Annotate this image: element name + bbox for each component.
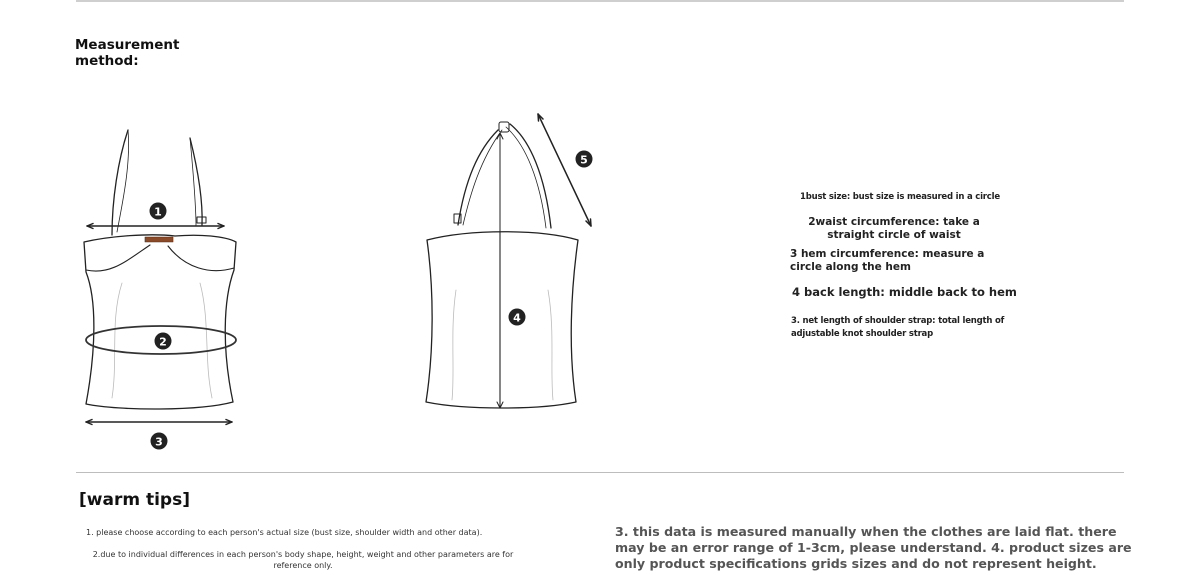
warm-tips-heading: [warm tips] <box>79 490 190 510</box>
note-strap: 3. net length of shoulder strap: total length of adjustable knot shoulder strap <box>791 316 1005 339</box>
marker-1-label: 1 <box>154 205 162 219</box>
tip-3: 3. this data is measured manually when the clothes are laid flat. there may be an error range of 1-3cm, please understand. 4. product sizes are only product specifications grids sizes and do not represent height. <box>615 524 1132 571</box>
note-waist: 2waist circumference: take a straight circle of waist <box>808 216 980 241</box>
marker-3 <box>151 433 168 450</box>
marker-5 <box>576 151 593 168</box>
page-title: Measurement method: <box>75 37 180 69</box>
note-bust: 1bust size: bust size is measured in a circle <box>800 192 1000 202</box>
marker-2 <box>155 333 172 350</box>
marker-2-label: 2 <box>159 335 167 349</box>
marker-1 <box>150 203 167 220</box>
marker-4-label: 4 <box>513 311 521 325</box>
tip-1: 1. please choose according to each person's actual size (bust size, shoulder width and other data). <box>86 528 483 537</box>
note-hem: 3 hem circumference: measure a circle along the hem <box>790 248 985 273</box>
note-back-length: 4 back length: middle back to hem <box>792 285 1017 299</box>
marker-4 <box>509 309 526 326</box>
tip-2: 2.due to individual differences in each person's body shape, height, weight and other parameters are for reference only. <box>92 550 514 570</box>
marker-5-label: 5 <box>580 153 588 167</box>
section-divider <box>76 472 1124 473</box>
marker-3-label: 3 <box>155 435 163 449</box>
